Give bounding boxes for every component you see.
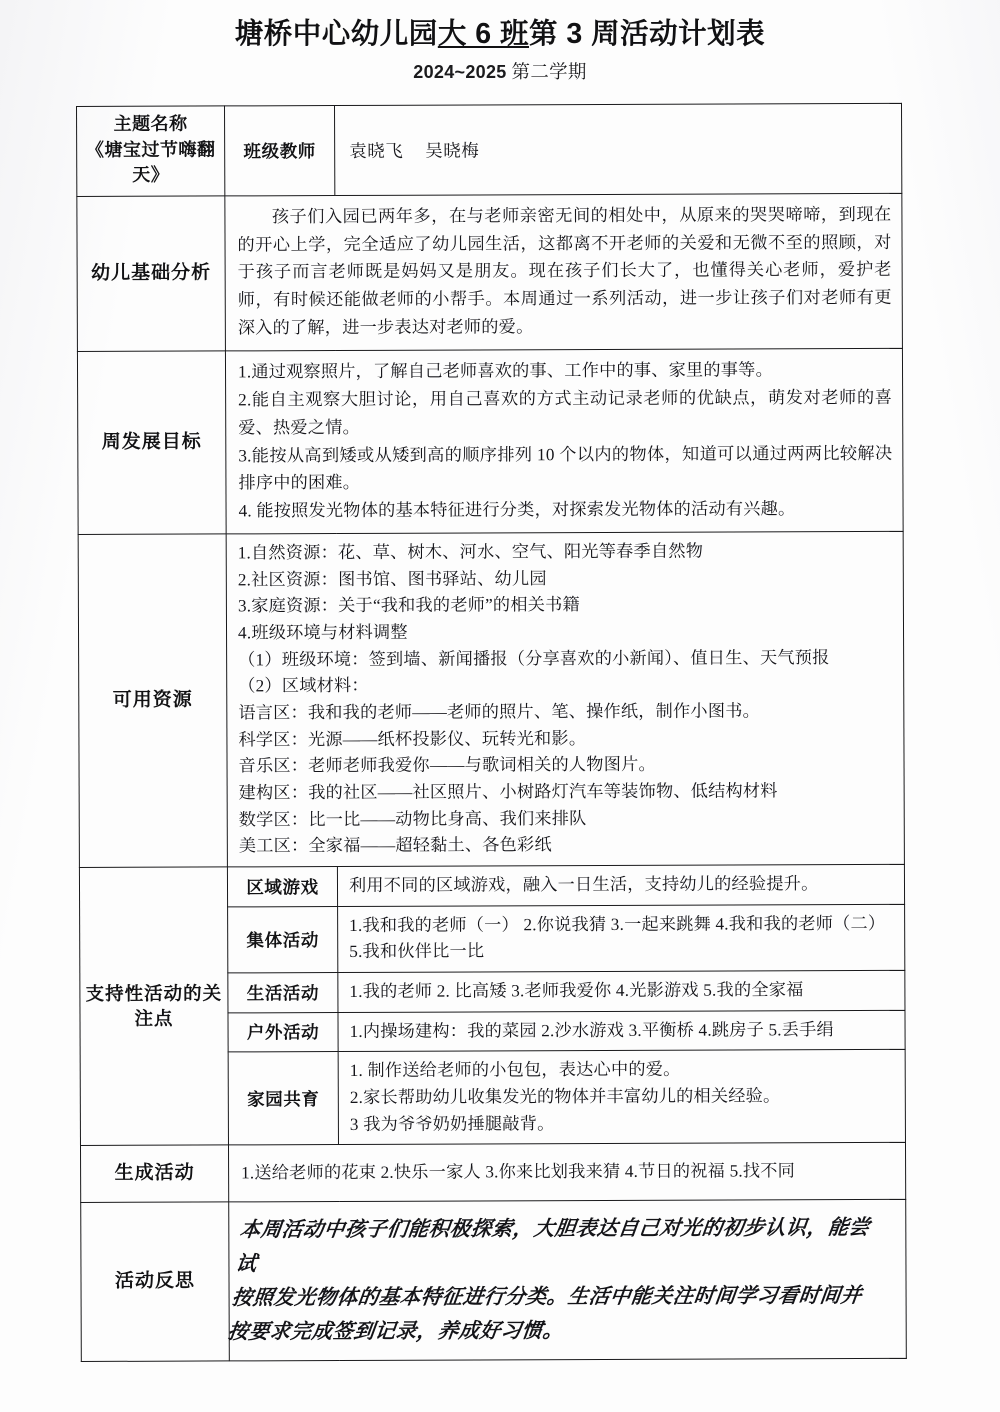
support-label-text: 支持性活动的关注点 (85, 982, 223, 1029)
support-subrow-name: 户外活动 (228, 1012, 338, 1052)
table-row-goals (77, 348, 903, 534)
support-subrow-name: 区域游戏 (227, 866, 337, 906)
resource-item: 1.自然资源：花、草、树木、河水、空气、阳光等春季自然物 (237, 541, 704, 563)
area-material-item: 科学区：光源——纸杯投影仪、玩转光和影。 (238, 728, 587, 750)
reflection-line: 本周活动中孩子们能积极探索，大胆表达自己对光的初步认识，能尝试 (234, 1215, 872, 1276)
reflection-line: 按照发光物体的基本特征进行分类。生活中能关注时间学习看时间并 (230, 1283, 864, 1310)
activity-line: 1. 制作送给老师的小包包，表达心中的爱。 (349, 1059, 681, 1081)
teacher-name-1: 袁晓飞 (349, 140, 404, 161)
title-class: 大 6 班 (437, 18, 529, 50)
analysis-text: 孩子们入园已两年多，在与老师亲密无间的相处中，从原来的哭哭啼啼，到现在的开心上学，完全适应了幼儿园生活，这都离不开老师的关爱和无微不至的照顾，对于孩子而言老师既是妈妈又是朋友。现在孩子们长大了，也懂得关心老师，爱护老师，有时候还能做老师的小帮手。本周通过一系列活动，进一步让孩子们对老师有更深入的了解，进一步表达对老师的爱。 (237, 204, 892, 338)
teacher-label: 班级教师 (225, 106, 335, 196)
resources-body (227, 532, 904, 866)
activity-line: 1.内操场建构：我的菜园 2.沙水游戏 3.平衡桥 4.跳房子 5.丢手绢 (349, 1019, 834, 1041)
goal-item: 2.能自主观察大胆讨论，用自己喜欢的方式主动记录老师的优缺点，萌发对老师的喜爱、热爱之情。 (238, 387, 893, 438)
generated-cell (228, 1143, 905, 1202)
theme-label: 主题名称 (113, 113, 188, 134)
generated-label: 生成活动 (80, 1145, 228, 1202)
theme-value: 《塘宝过节嗨翻天》 (85, 139, 216, 185)
support-subrow-content (338, 1010, 905, 1052)
teacher-names-cell (335, 103, 902, 195)
goal-item: 4. 能按照发光物体的基本特征进行分类，对探索发光物体的活动有兴趣。 (238, 499, 796, 521)
activity-plan-table (76, 103, 907, 1362)
family-coeducation-body (339, 1050, 905, 1144)
page-title (0, 18, 1000, 51)
support-subrow-name: 家园共育 (228, 1052, 338, 1145)
subtitle-years: 2024~2025 (413, 61, 507, 82)
activity-line: 5.我和伙伴比一比 (349, 941, 485, 962)
table-row-analysis (77, 193, 903, 351)
page-subtitle (0, 58, 1000, 84)
resource-item: 4.班级环境与材料调整 (237, 622, 408, 643)
theme-label-cell (77, 106, 225, 196)
table-row-support-area-games (79, 864, 904, 907)
reflection-label: 活动反思 (81, 1202, 230, 1362)
teacher-name-2: 吴晓梅 (425, 140, 480, 161)
activity-line: 利用不同的区域游戏，融入一日生活，支持幼儿的经验提升。 (348, 874, 819, 895)
activity-line: 3 我为爷爷奶奶捶腿敲背。 (349, 1113, 555, 1134)
outdoor-activities-body (338, 1010, 904, 1051)
goal-item: 3.能按从高到矮或从矮到高的顺序排列 10 个以内的物体，知道可以通过两两比较解决排序中的困难。 (238, 443, 893, 493)
reflection-line: 按要求完成签到记录，养成好习惯。 (226, 1318, 566, 1344)
activity-line: 1.我和我的老师（一） 2.你说我猜 3.一起来跳舞 4.我和我的老师（二） (349, 913, 886, 935)
goal-item: 1.通过观察照片，了解自己老师喜欢的事、工作中的事、家里的事等。 (237, 360, 773, 382)
group-activities-body (338, 904, 904, 971)
support-subrow-content (338, 970, 905, 1012)
support-label (79, 867, 228, 1146)
support-subrow-name: 生活活动 (228, 972, 338, 1012)
support-subrow-content (338, 1050, 905, 1145)
table-row-reflection (81, 1199, 907, 1361)
generated-text: 1.送给老师的花束 2.快乐一家人 3.你来比划我来猜 4.节日的祝福 5.找不同 (241, 1161, 796, 1183)
daily-activities-body (338, 971, 904, 1012)
analysis-cell (225, 193, 903, 351)
teacher-names (335, 130, 901, 169)
area-material-item: 建构区：我的社区——社区照片、小树路灯汽车等装饰物、低结构材料 (238, 781, 778, 803)
activity-line: 1.我的老师 2. 比高矮 3.老师我爱你 4.光影游戏 5.我的全家福 (349, 980, 804, 1001)
subtitle-term: 第二学期 (511, 62, 587, 83)
support-subrow-content (337, 864, 904, 906)
support-subrow-name: 集体活动 (228, 906, 338, 973)
resource-item: （1）班级环境：签到墙、新闻播报（分享喜欢的小新闻）、值日生、天气预报 (238, 647, 830, 670)
area-material-item: 语言区：我和我的老师——老师的照片、笔、操作纸，制作小图书。 (238, 701, 761, 723)
resource-item: 2.社区资源：图书馆、图书驿站、幼儿园 (237, 568, 547, 590)
reflection-cell (226, 1199, 907, 1361)
area-material-item: 美工区：全家福——超轻黏土、各色彩纸 (238, 835, 552, 856)
title-kindergarten: 塘桥中心幼儿园 (234, 18, 438, 50)
goals-body (226, 349, 903, 534)
area-games-body (338, 865, 904, 906)
theme-block (77, 106, 224, 195)
title-week: 第 3 周活动计划表 (529, 18, 766, 50)
goals-label: 周发展目标 (77, 351, 226, 535)
table-row-generated (80, 1143, 905, 1203)
activity-line: 2.家长帮助幼儿收集发光的物体并丰富幼儿的相关经验。 (349, 1086, 781, 1107)
goals-cell (225, 348, 903, 534)
analysis-body (225, 193, 902, 350)
area-material-item: 音乐区：老师老师我爱你——与歌词相关的人物图片。 (238, 755, 656, 776)
table-row-resources (78, 531, 904, 867)
resources-cell (226, 531, 904, 866)
resources-label: 可用资源 (78, 534, 227, 867)
generated-body (229, 1143, 905, 1201)
resource-item: 3.家庭资源：关于“我和我的老师”的相关书籍 (237, 595, 580, 616)
analysis-label: 幼儿基础分析 (77, 196, 226, 352)
support-subrow-content (338, 904, 905, 972)
document-heading (0, 18, 1000, 84)
resource-item: （2）区域材料： (238, 676, 369, 696)
table-row-theme (77, 103, 902, 196)
area-material-item: 数学区：比一比——动物比身高、我们来排队 (238, 808, 587, 830)
plan-table-wrapper (76, 103, 907, 1362)
reflection-handwriting (210, 1200, 905, 1361)
